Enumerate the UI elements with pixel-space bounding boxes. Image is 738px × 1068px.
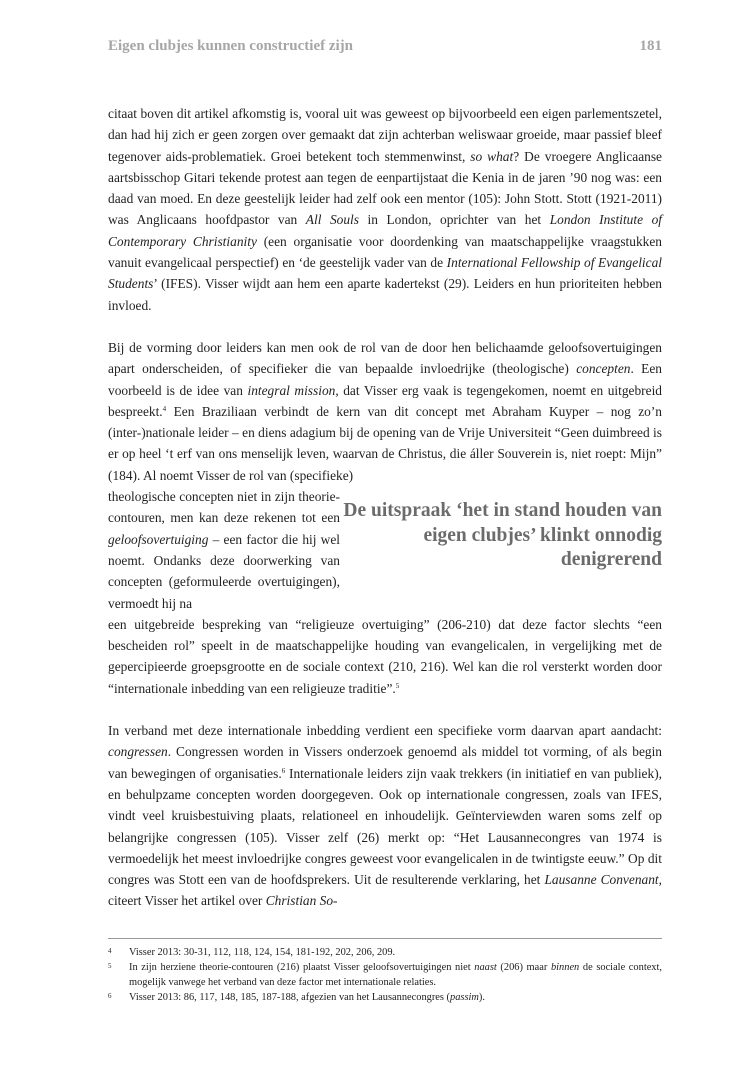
footnote (108, 945, 662, 960)
paragraph-2-continued: een uitgebreide bespreking van “religieuze overtuiging” (206-210) dat deze factor slechts “een bescheiden rol” speelt in de maatschappelijke houding van evangelicalen, in vergelijking met de gepercipieerde groepsgrootte en de sociale context (210, 216). Wel kan die rol versterkt worden door “internationale inbedding van een religieuze traditie”.$^5$ (108, 616, 662, 696)
page-number: 181 (639, 38, 662, 54)
pull-quote: De uitspraak ‘het in stand houden van eigen clubjes’ klinkt onnodig denigrerend (343, 500, 662, 571)
footnote-text: Visser 2013: 86, 117, 148, 185, 187-188, afgezien van het Lausannecongres (passim). (129, 992, 485, 1003)
footnote (108, 960, 662, 990)
footnote-number: 6 (108, 992, 112, 1000)
pull-quote-section (108, 486, 662, 614)
footnote-ref-5: 5 (395, 681, 400, 690)
footnote-text: In zijn herziene theorie-contouren (216) plaatst Visser geloofsovertuigingen niet naast (206) maar binnen de sociale context, mogelijk vanwege het verband van deze factor met internationale relaties. (129, 962, 662, 988)
footnotes (108, 938, 662, 1005)
footnote-ref-6: 6 (281, 766, 286, 775)
paragraph-2: Bij de vorming door leiders kan men ook de rol van de door hen belichaamde geloofsovertuigingen apart onderscheiden, of specifieker die van bepaalde invloedrijke (theologische) concepten. Een voorbeeld is de idee van integral mission, dat Visser erg vaak is tegengekomen, noemt en uitgebreid bespreekt.$^4$ Een Braziliaan verbindt de kern van dit concept met Abraham Kuyper – nog zo’n (inter-)nationale leider – en diens adagium bij de opening van de Vrije Universiteit “Geen duimbreed is er op heel ‘t erf van ons menselijk leven, waarvan de Christus, die áller Souverein is, niet roept: Mijn” (184). Al noemt Visser de rol van (specifieke) (108, 339, 662, 483)
footnote-number: 4 (108, 947, 112, 955)
running-title: Eigen clubjes kunnen constructief zijn (108, 38, 354, 54)
paragraph-1: citaat boven dit artikel afkomstig is, vooral uit was geweest op bijvoorbeeld een eigen parlementszetel, dan had hij zich er geen zorgen over gemaakt dat zijn achterban weliswaar groeide, maar passief bleef tegenover aids-problematiek. Groei betekent toch stemmenwinst, so what? De vroegere Anglicaanse aartsbisschop Gitari tekende protest aan tegen de eenpartijstaat die Kenia in de jaren ’90 nog was: een daad van moed. En deze geestelijk leider had zelf ook een mentor (105): John Stott. Stott (1921-2011) was Anglicaans hoofdpastor van All Souls in London, oprichter van het London Institute of Contemporary Christianity (een organisatie voor doordenking van maatschappelijke vraagstukken vanuit evangelicaal perspectief) en ‘de geestelijk vader van de International Fellowship of Evangelical Students’ (IFES). Visser wijdt aan hem een aparte kadertekst (29). Leiders en hun prioriteiten hebben invloed. (108, 106, 663, 313)
footnote-ref-4: 4 (162, 404, 167, 413)
footnote-text: Visser 2013: 30-31, 112, 118, 124, 154, 181-192, 202, 206, 209. (129, 947, 396, 958)
paragraph-3: In verband met deze internationale inbedding verdient een specifieke vorm daarvan apart aandacht: congressen. Congressen worden in Vissers onderzoek genoemd als middel tot vorming, of als begin van bewegingen of organisaties.$^6$ Internationale leiders zijn vaak trekkers (in initiatief en van publiek), en behulpzame concepten worden doorgegeven. Ook op internationale congressen, zoals van IFES, vindt veel kruisbestuiving plaats, relationeel en inhoudelijk. Geïnterviewden waren soms zelf op belangrijke congressen (105). Visser zelf (26) merkt op: “Het Lausannecongres van 1974 is vermoedelijk het meest invloedrijke congres geweest voor evangelicalen in de twintigste eeuw.” Op dit congres was Stott een van de hoofdsprekers. Uit de resulterende verklaring, het Lausanne Convenant, citeert Visser het artikel over Christian So- (108, 723, 662, 909)
paragraph-2-wrap: theologische concepten niet in zijn theorie-contouren, men kan deze rekenen tot een geloofsovertuiging – een factor die hij wel noemt. Ondanks deze doorwerking van concepten (geformuleerde overtuigingen), vermoedt hij na (108, 489, 340, 611)
footnote (108, 990, 662, 1005)
body-text (108, 103, 662, 912)
footnote-number: 5 (108, 962, 112, 970)
running-head (108, 38, 662, 55)
